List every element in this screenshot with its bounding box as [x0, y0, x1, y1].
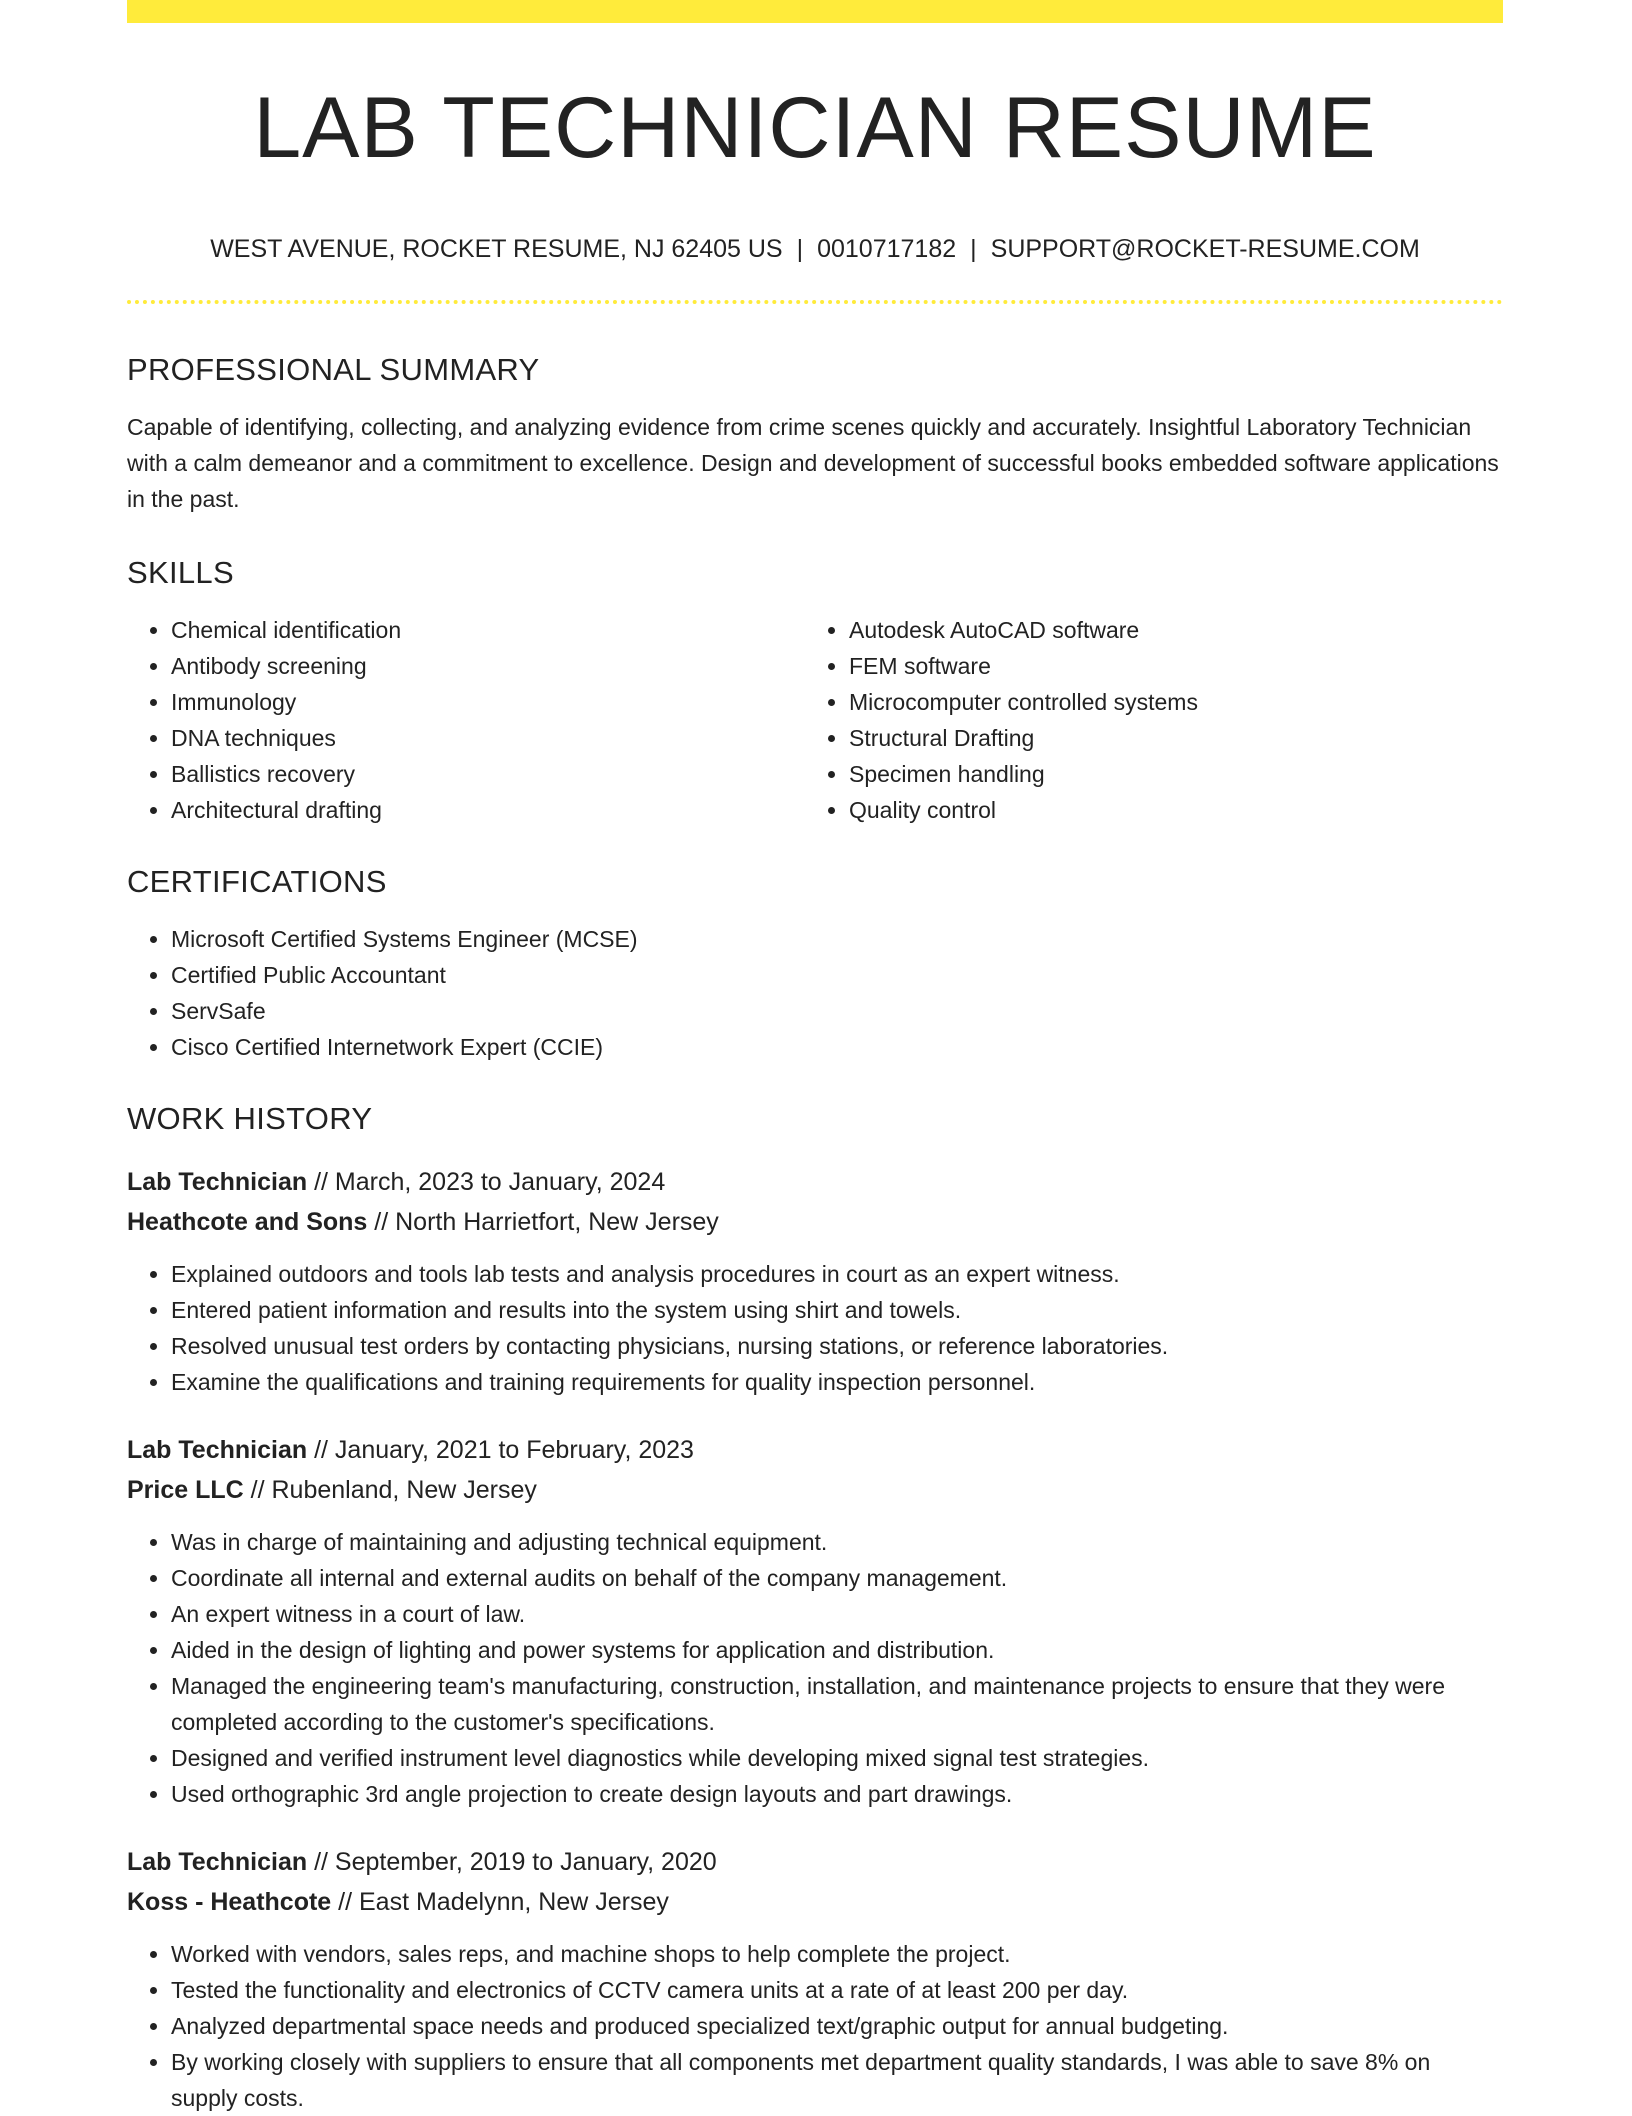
job-bullet: • Worked with vendors, sales reps, and machine shops to help complete the project. [171, 1936, 1503, 1972]
skill-item: • Specimen handling [849, 756, 1503, 792]
work-history-heading: WORK HISTORY [127, 1101, 373, 1136]
job-entry [127, 1430, 1503, 1812]
job-role-line [127, 1162, 1503, 1202]
certification-item: • Microsoft Certified Systems Engineer (MCSE) [171, 921, 1503, 957]
job-location: // North Harrietfort, New Jersey [367, 1208, 719, 1236]
job-company: Heathcote and Sons [127, 1208, 368, 1236]
job-company-line [127, 1882, 1503, 1922]
job-entry [127, 1162, 1503, 1400]
job-bullet: • Used orthographic 3rd angle projection to create design layouts and part drawings. [171, 1776, 1503, 1812]
skill-item: • Autodesk AutoCAD software [849, 612, 1503, 648]
job-dates: // March, 2023 to January, 2024 [307, 1168, 666, 1196]
summary-text: Capable of identifying, collecting, and analyzing evidence from crime scenes quickly and accurately. Insightful Laboratory Technician with a calm demeanor and a commitment to excellence. Design and development of successful books embedded software applications in the past. [127, 414, 1499, 512]
skill-item: • Ballistics recovery [171, 756, 815, 792]
skill-item: • Chemical identification [171, 612, 815, 648]
summary-section [127, 354, 1503, 517]
certification-item: • Cisco Certified Internetwork Expert (CCIE) [171, 1029, 1503, 1065]
contact-line [127, 237, 1503, 262]
skill-item: • Microcomputer controlled systems [849, 684, 1503, 720]
skills-section [127, 557, 1503, 828]
skills-columns [127, 612, 1503, 828]
job-role: Lab Technician [127, 1168, 308, 1196]
job-bullet: • By working closely with suppliers to ensure that all components met department quality standards, I was able to save 8% on supply costs. [171, 2044, 1503, 2116]
job-location: // Rubenland, New Jersey [243, 1476, 537, 1504]
skill-item: • Antibody screening [171, 648, 815, 684]
top-accent-bar [127, 0, 1503, 23]
work-history-section [127, 1103, 1503, 2116]
job-bullet: • Entered patient information and results into the system using shirt and towels. [171, 1292, 1503, 1328]
certification-item: • Certified Public Accountant [171, 957, 1503, 993]
job-role-line [127, 1842, 1503, 1882]
job-bullets [127, 1256, 1503, 1400]
job-entry [127, 1842, 1503, 2116]
summary-heading: PROFESSIONAL SUMMARY [127, 352, 540, 387]
job-company: Price LLC [127, 1476, 244, 1504]
job-bullet: • Resolved unusual test orders by contacting physicians, nursing stations, or reference laboratories. [171, 1328, 1503, 1364]
job-bullet: • Managed the engineering team's manufacturing, construction, installation, and maintenance projects to ensure that they were completed according to the customer's specifications. [171, 1668, 1503, 1740]
resume-title: LAB TECHNICIAN RESUME [253, 80, 1377, 176]
job-bullet: • Aided in the design of lighting and power systems for application and distribution. [171, 1632, 1503, 1668]
job-dates: // January, 2021 to February, 2023 [307, 1436, 694, 1464]
job-company: Koss - Heathcote [127, 1888, 332, 1916]
job-bullets [127, 1524, 1503, 1812]
skill-item: • Quality control [849, 792, 1503, 828]
job-bullet: • Explained outdoors and tools lab tests and analysis procedures in court as an expert witness. [171, 1256, 1503, 1292]
job-bullets [127, 1936, 1503, 2116]
dotted-divider [127, 300, 1503, 304]
job-role-line [127, 1430, 1503, 1470]
job-location: // East Madelynn, New Jersey [331, 1888, 669, 1916]
contact-separator: | [970, 235, 977, 263]
contact-separator: | [796, 235, 804, 263]
skill-item: • Immunology [171, 684, 815, 720]
skill-item: • DNA techniques [171, 720, 815, 756]
certifications-section [127, 866, 1503, 1065]
skill-item: • Structural Drafting [849, 720, 1503, 756]
skills-heading: SKILLS [127, 555, 234, 590]
skills-list-right [815, 612, 1503, 828]
contact-phone: 0010717182 [817, 235, 957, 263]
job-bullet: • Coordinate all internal and external audits on behalf of the company management. [171, 1560, 1503, 1596]
job-bullet: • Tested the functionality and electronics of CCTV camera units at a rate of at least 200 per day. [171, 1972, 1503, 2008]
job-company-line [127, 1470, 1503, 1510]
job-company-line [127, 1202, 1503, 1242]
job-bullet: • Was in charge of maintaining and adjusting technical equipment. [171, 1524, 1503, 1560]
job-role: Lab Technician [127, 1436, 308, 1464]
job-dates: // September, 2019 to January, 2020 [307, 1848, 717, 1876]
certifications-heading: CERTIFICATIONS [127, 864, 387, 899]
job-bullet: • Examine the qualifications and training requirements for quality inspection personnel. [171, 1364, 1503, 1400]
skills-list-left [127, 612, 815, 828]
certifications-list [127, 921, 1503, 1065]
job-role: Lab Technician [127, 1848, 308, 1876]
skill-item: • FEM software [849, 648, 1503, 684]
job-bullet: • Designed and verified instrument level diagnostics while developing mixed signal test strategies. [171, 1740, 1503, 1776]
contact-email[interactable]: SUPPORT@ROCKET-RESUME.COM [990, 235, 1420, 263]
certification-item: • ServSafe [171, 993, 1503, 1029]
skill-item: • Architectural drafting [171, 792, 815, 828]
contact-address: WEST AVENUE, ROCKET RESUME, NJ 62405 US [210, 235, 783, 263]
resume-page [127, 0, 1503, 2116]
job-bullet: • Analyzed departmental space needs and produced specialized text/graphic output for annual budgeting. [171, 2008, 1503, 2044]
job-bullet: • An expert witness in a court of law. [171, 1596, 1503, 1632]
